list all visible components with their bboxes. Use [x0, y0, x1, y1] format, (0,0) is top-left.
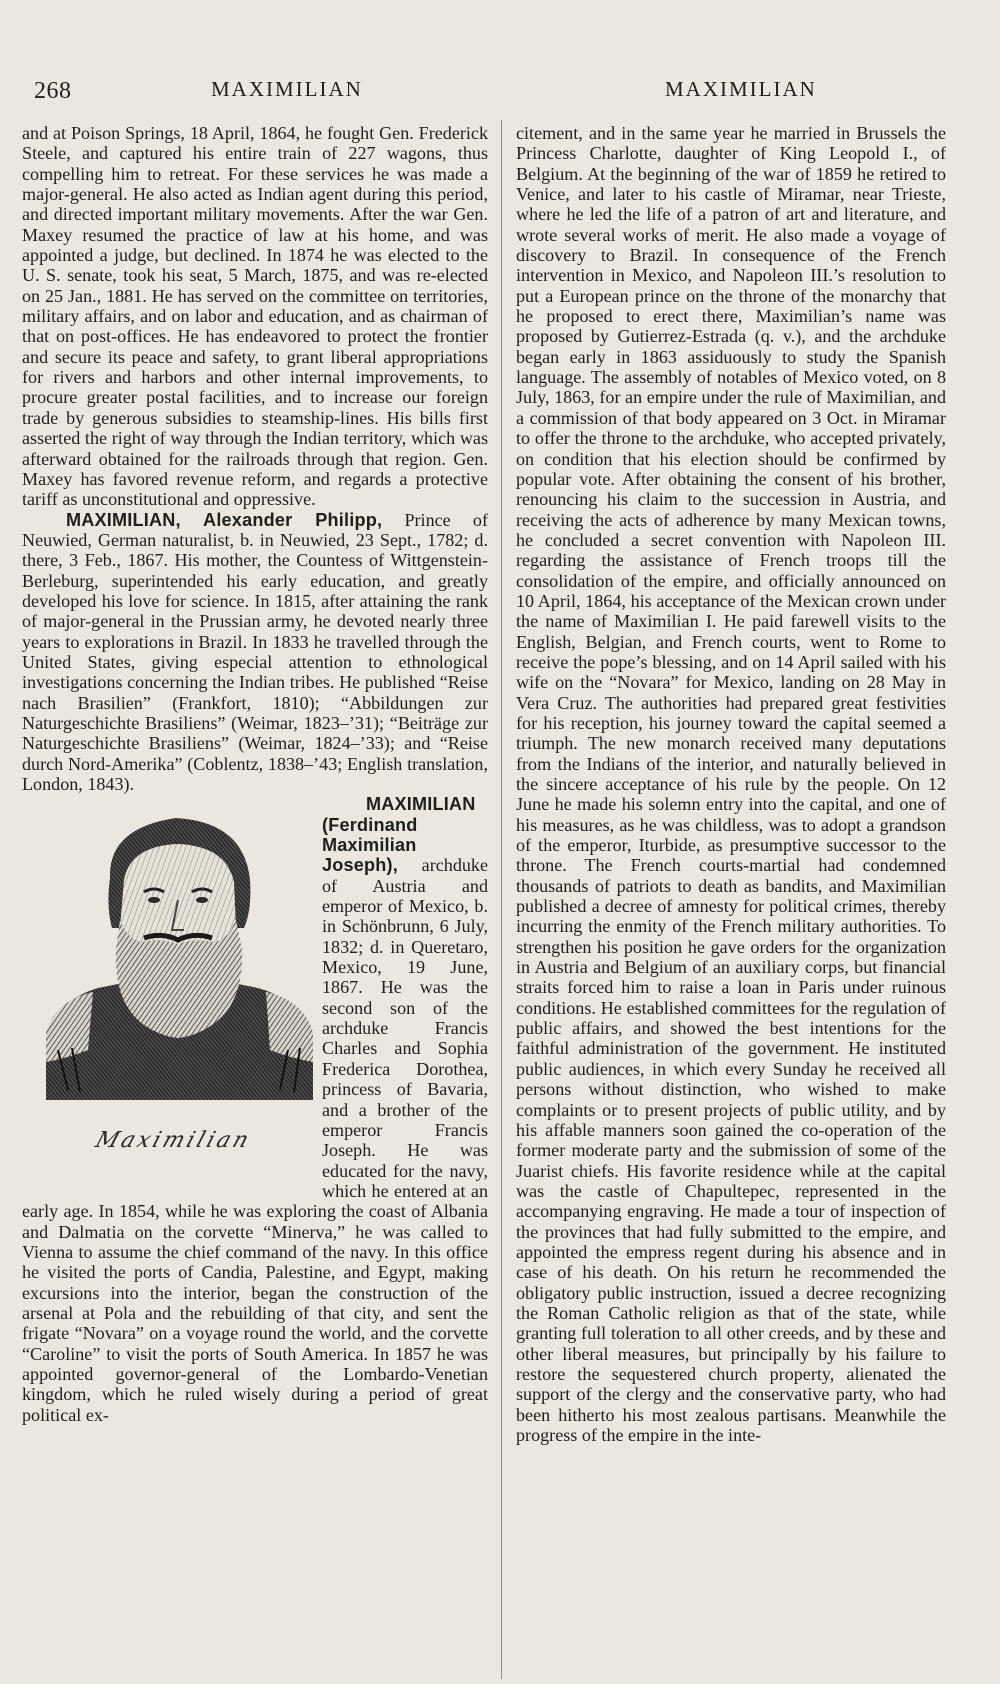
continued-paragraph: and at Poison Springs, 18 April, 1864, he fought Gen. Frederick Steele, and captured his entire train of 227 wagons, thus compelling him to retreat. For these services he was made a major-general. He also acted as Indian agent during this period, and directed important military movements. After the war Gen. Maxey resumed the practice of law at his home, and was appointed a judge, but declined. In 1874 he was elected to the U. S. senate, took his seat, 5 March, 1875, and was re-elected on 25 Jan., 1881. He has served on the committee on territories, military affairs, and on labor and education, and as chairman of that on post-offices. He has endeavored to protect the frontier and secure its peace and safety, to grant liberal appropriations for rivers and harbors and other internal improvements, to procure greater postal facilities, and to increase our foreign trade by generous subsidies to steamship-lines. His bills first asserted the right of way through the Indian territory, which was afterward obtained for the railroads through that region. Gen. Maxey has favored revenue reform, and regards a protective tariff as unconstitutional and oppressive. [22, 123, 488, 510]
running-head-left: MAXIMILIAN [211, 77, 363, 101]
continued-paragraph: citement, and in the same year he married in Brussels the Princess Charlotte, daughter of King Leopold I., of Belgium. At the beginning of the war of 1859 he retired to Venice, and later to his castle of Miramar, near Trieste, where he led the life of a patron of art and literature, and wrote several works of merit. He also made a voyage of discovery to Brazil. In consequence of the French intervention in Mexico, and Napoleon III.’s resolution to put a European prince on the throne of the monarchy that he proposed to erect there, Maximilian’s name was proposed by Gutierrez-Estrada (q. v.), and the archduke began early in 1863 assiduously to study the Spanish language. The assembly of notables of Mexico voted, on 8 July, 1863, for an empire under the rule of Maximilian, and a commission of that body appeared on 3 Oct. in Miramar to offer the throne to the archduke, who accepted privately, on condition that his election should be confirmed by popular vote. After obtaining the consent of his brother, renouncing his claim to the succession in Austria, and receiving the acts of adherence by many Mexican towns, he concluded a secret convention with Napoleon III. regarding the assistance of French troops till the consolidation of the empire, and officially announced on 10 April, 1864, his acceptance of the Mexican crown under the name of Maximilian I. He paid farewell visits to the English, Belgian, and French courts, went to Rome to receive the pope’s blessing, and on 14 April sailed with his wife on the “Novara” for Mexico, landing on 28 May in Vera Cruz. The authorities had prepared great festivities for his reception, his journey toward the capital seemed a triumph. The new monarch received many deputations from the Indians of the interior, and naturally believed in the sincere acceptance of his rule by the people. On 12 June he made his solemn entry into the capital, and one of his measures, as he was childless, was to adopt a grandson of the emperor, Iturbide, as presumptive successor to the throne. The French courts-martial had condemned thousands of patriots to death as bandits, and Maximilian published a decree of amnesty for political crimes, thereby incurring the enmity of the French military authorities. To strengthen his position he gave orders for the organization in Austria and Belgium of an auxiliary corps, but financial straits forced him to raise a loan in Paris under ruinous conditions. He established committees for the regulation of public affairs, and showed the best intentions for the faithful administration of the government. He instituted public audiences, in which every Sunday he received all persons without distinction, who wished to make complaints or to present projects of public utility, and by his affable manners soon gained the co-operation of the former moderate party and the submission of some of the Juarist chiefs. His favorite residence while at the capital was the castle of Chapultepec, represented in the accompanying engraving. He made a tour of inspection of the provinces that had fully submitted to the empire, and appointed the empress regent during his absence and in case of his death. On his return he recommended the obligatory public instruction, issued a decree recognizing the Roman Catholic religion as that of the state, while granting full toleration to all other creeds, and by these and other liberal measures, but principally by his failure to restore the sequestered church property, alienated the support of the clergy and the conservative party, who had been hitherto his most zealous partisans. Meanwhile the progress of the empire in the inte- [516, 123, 946, 1445]
signature [30, 1127, 310, 1167]
left-column [22, 123, 488, 1425]
signature-script: Maximilian [92, 1128, 255, 1154]
portrait-engraving [38, 800, 318, 1115]
entry-body: archduke of Austria and emperor of Mexico, b. in Schönbrunn, 6 July, 1832; d. in Queretaro, Mexico, 19 June, 1867. He was the second son of the archduke Francis Charles and Sophia Frederica Dorothea, princess of Bavaria, and a brother of the emperor Francis Joseph. He was educated for the navy, which he entered at an early age. In 1854, while he was exploring the coast of Albania and Dalmatia on the corvette “Minerva,” he was called to Vienna to assume the chief command of the navy. In this office he visited the ports of Candia, Palestine, and Egypt, making excursions into the interior, began the construction of the arsenal at Pola and the rebuilding of that city, and sent the frigate “Novara” on a voyage round the world, and the corvette “Caroline” to visit the ports of South America. In 1857 he was appointed governor-general of the Lombardo-Venetian kingdom, which he ruled wisely during a period of great political ex- [22, 855, 488, 1425]
entry-body: Prince of Neuwied, German naturalist, b. in Neuwied, 23 Sept., 1782; d. there, 3 Feb., 1867. His mother, the Countess of Wittgenstein-Berleburg, superintended his early education, and greatly developed his love for science. In 1815, after attaining the rank of major-general in the Prussian army, he devoted nearly three years to explorations in Brazil. In 1833 he travelled through the United States, giving especial attention to ethnological investigations concerning the Indian tribes. He published “Reise nach Brasilien” (Frankfort, 1810); “Abbildungen zur Naturgeschichte Brasiliens” (Weimar, 1823–’31); “Beiträge zur Naturgeschichte Brasiliens” (Weimar, 1824–’33); and “Reise durch Nord-Amerika” (Coblentz, 1838–’43; English translation, London, 1843). [22, 509, 488, 794]
portrait-inset [20, 800, 310, 1182]
entry-ferdinand-maximilian [22, 794, 488, 1425]
page-number: 268 [34, 78, 72, 104]
entry-alexander-philipp [22, 510, 488, 795]
running-head-right: MAXIMILIAN [665, 77, 817, 101]
entry-heading: MAXIMILIAN, Alexander Philipp, [66, 509, 383, 530]
right-column [516, 123, 946, 1445]
column-divider [501, 120, 502, 1679]
entry-heading: MAXIMILIAN (Ferdinand Maximilian Joseph), [322, 794, 476, 876]
